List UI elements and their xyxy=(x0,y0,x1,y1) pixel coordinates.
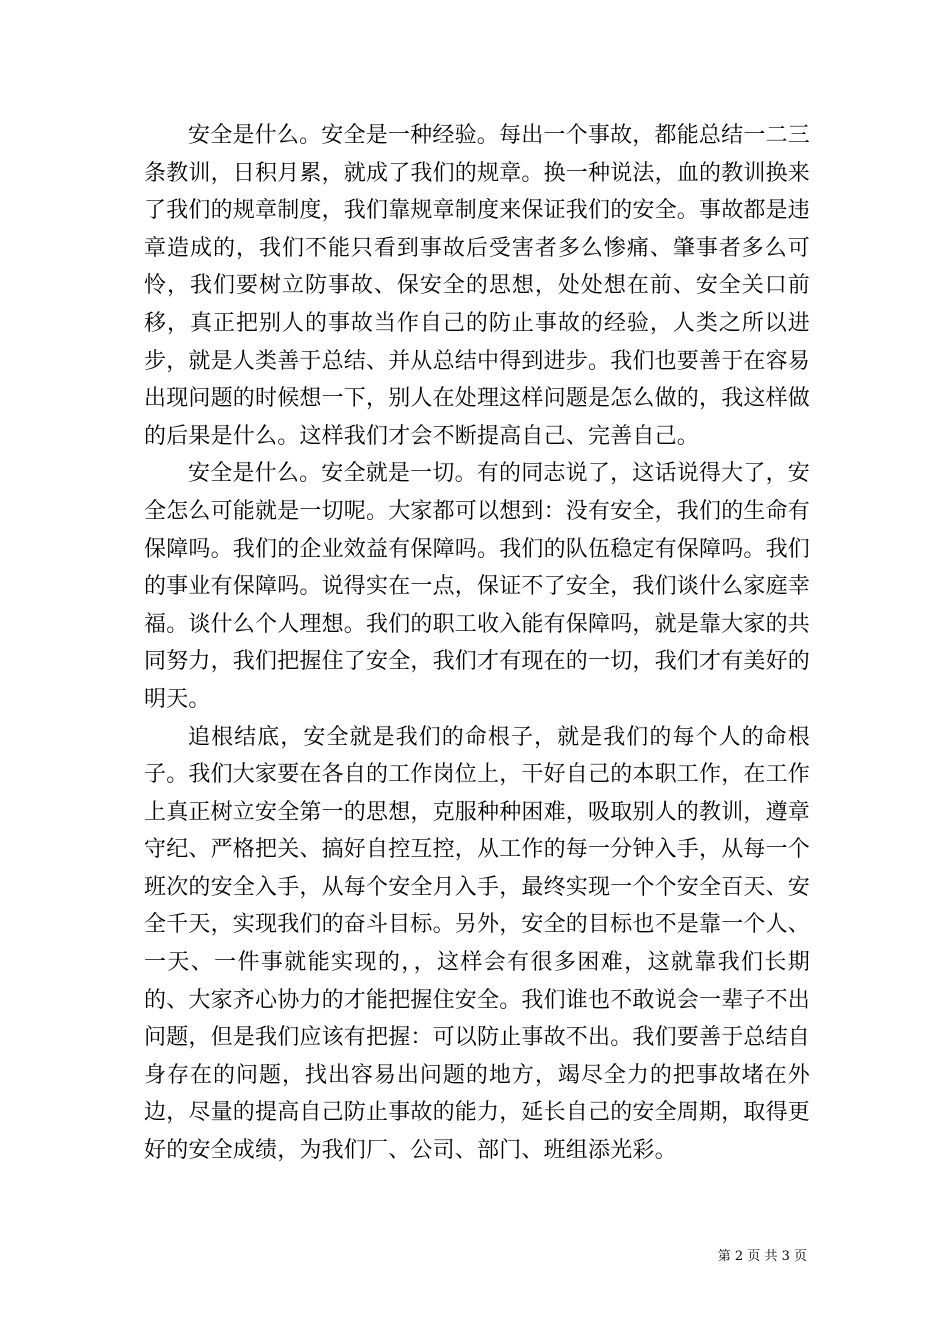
paragraph-3: 追根结底，安全就是我们的命根子，就是我们的每个人的命根子。我们大家要在各自的工作岗位上，干好自己的本职工作，在工作上真正树立安全第一的思想，克服种种困难，吸取别人的教训，遵章守纪、严格把关、搞好自控互控，从工作的每一分钟入手，从每一个班次的安全入手，从每个安全月入手，最终实现一个个安全百天、安全千天，实现我们的奋斗目标。另外，安全的目标也不是靠一个人、一天、一件事就能实现的，，这样会有很多困难，这就靠我们长期的、大家齐心协力的才能把握住安全。我们谁也不敢说会一辈子不出问题，但是我们应该有把握：可以防止事故不出。我们要善于总结自身存在的问题，找出容易出问题的地方，竭尽全力的把事故堵在外边，尽量的提高自己防止事故的能力，延长自己的安全周期，取得更好的安全成绩，为我们厂、公司、部门、班组添光彩。 xyxy=(144,724,811,1164)
paragraph-2: 安全是什么。安全就是一切。有的同志说了，这话说得大了，安全怎么可能就是一切呢。大家都可以想到：没有安全，我们的生命有保障吗。我们的企业效益有保障吗。我们的队伍稳定有保障吗。我们的事业有保障吗。说得实在一点，保证不了安全，我们谈什么家庭幸福。谈什么个人理想。我们的职工收入能有保障吗，就是靠大家的共同努力，我们把握住了安全，我们才有现在的一切，我们才有美好的明天。 xyxy=(144,461,811,712)
page-number-footer: 第 2 页 共 3 页 xyxy=(717,1249,807,1264)
paragraph-1: 安全是什么。安全是一种经验。每出一个事故，都能总结一二三条教训，日积月累，就成了我们的规章。换一种说法，血的教训换来了我们的规章制度，我们靠规章制度来保证我们的安全。事故都是违章造成的，我们不能只看到事故后受害者多么惨痛、肇事者多么可怜，我们要树立防事故、保安全的思想，处处想在前、安全关口前移，真正把别人的事故当作自己的防止事故的经验，人类之所以进步，就是人类善于总结、并从总结中得到进步。我们也要善于在容易出现问题的时候想一下，别人在处理这样问题是怎么做的，我这样做的后果是什么。这样我们才会不断提高自己、完善自己。 xyxy=(144,123,811,449)
document-body xyxy=(144,117,810,1170)
